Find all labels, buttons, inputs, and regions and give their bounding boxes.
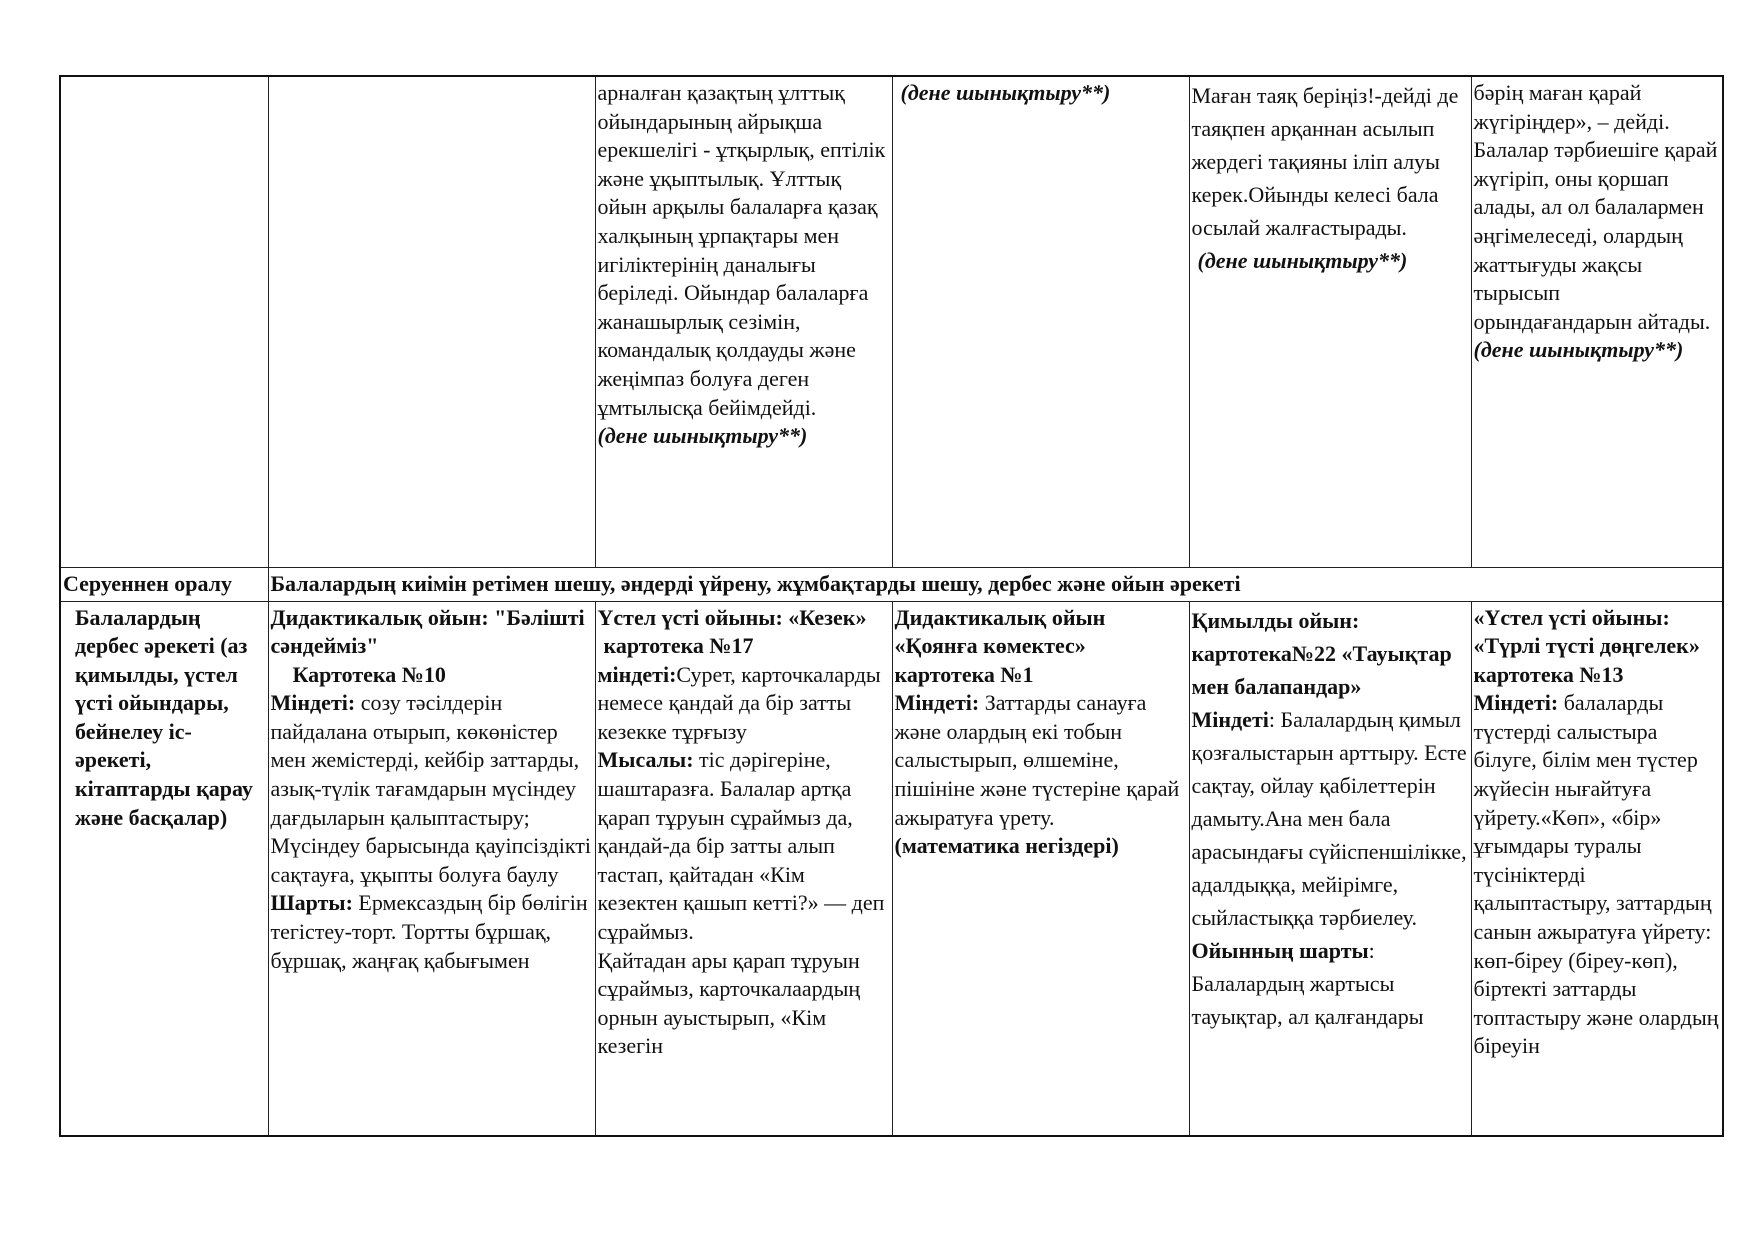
cell-row1-col4 [892, 76, 1189, 567]
task-block [895, 689, 1188, 832]
condition-text: : Балалардың жартысы тауықтар, ал қалғандары [1191, 937, 1424, 1029]
condition-label: Ойынның шарты [1191, 937, 1369, 963]
task-block [598, 661, 891, 747]
condition-block [271, 889, 594, 975]
example-text: тіс дәрігеріне, шаштаразға. Балалар артқа қарап тұруын сұраймыз да, қандай-да бір затты алып тастап, қайтадан «Кім кезектен қашып кетті?» — деп сұраймыз. [597, 747, 885, 945]
task-label: міндеті: [597, 661, 677, 687]
plan-table [59, 75, 1724, 1137]
task-block [1192, 703, 1470, 934]
card-number: картотека №13 [1473, 661, 1624, 687]
task-block [271, 689, 594, 889]
game-title: Дидактикалық ойын: "Бәлішті сәндейміз" [270, 604, 585, 659]
cell-row3-col3 [595, 601, 892, 1136]
game-title: Дидактикалық ойын «Қоянға көмектес» [894, 604, 1106, 659]
cell-row1-col5 [1189, 76, 1471, 567]
task-text: балаларды түстерді салыстыра білуге, білім мен түстер жүйесін нығайтуға үйрету.«Көп», «бір» ұғымдары туралы түсініктерді қалыптастыру, заттардың санын ажыратуға үйрету: көп-біреу (біреу-көп), біртекті заттарды топтастыру және олардың біреуін [1473, 690, 1719, 1059]
condition-block [1192, 934, 1470, 1033]
task-label: Міндеті [1191, 706, 1269, 732]
cell-text: арналған қазақтың ұлттық ойындарының айрықша ерекшелігі - ұтқырлық, ептілік және ұқыптылық. Ұлттық ойын арқылы балаларға қазақ халқының ұрпақтары мен игіліктерінің даналығы беріледі. Ойындар балаларға жанашырлық сезімін, командалық қолдауды және жеңімпаз болуға деген ұмтылысқа бейімдейді. [597, 80, 886, 420]
continuation-text: Қайтадан ары қарап тұруын сұраймыз, карточкалаардың орнын ауыстырып, «Кім кезегін [597, 947, 861, 1059]
task-text: созу тәсілдерін пайдалана отырып, көкөністер мен жемістерді, кейбір заттарды, азық-түлік тағамдарын мүсіндеу дағдыларын қалыптастыру; Мүсіндеу барысында қауіпсіздікті сақтауға, ұқыпты болуға баулу [270, 690, 591, 887]
task-text: Сурет, карточкаларды немесе қандай да бір затты кезекке тұрғызу [597, 661, 881, 744]
cell-row1-label [60, 76, 268, 567]
cell-row3-col6 [1471, 601, 1723, 1136]
cell-text: бәрің маған қарай жүгіріңдер», – дейді. Балалар тәрбиешіге қарай жүгіріп, оны қоршап алады, ал ол балалармен әңгімелеседі, олардың жаттығуды жақсы тырысып орындағандарын айтады. [1473, 80, 1718, 334]
table-row-continuation [60, 76, 1723, 567]
game-title: Үстел үсті ойыны: «Кезек» [597, 604, 867, 630]
table-row-return [60, 567, 1723, 601]
cell-row1-col3 [595, 76, 892, 567]
card-number: картотека №1 [894, 661, 1034, 687]
cell-row1-col2 [268, 76, 595, 567]
table-row-activity [60, 601, 1723, 1136]
task-label: Міндеті: [1473, 690, 1559, 716]
subject-tag: (дене шынықтыру**) [1197, 248, 1408, 273]
condition-label: Шарты: [270, 890, 353, 916]
task-text: : Балалардың қимыл қозғалыстарын арттыру. Есте сақтау, ойлау қабілеттерін дамыту.Ана мен бала арасындағы сүйіспеншілікке, адалдыққа, мейірімге, сыйластыққа тәрбиелеу. [1191, 706, 1467, 930]
row-label-return: Серуеннен оралу [60, 567, 268, 601]
row-label-text: Балалардың дербес әрекеті (аз қимылды, үстел үсті ойындары, бейнелеу іс-әрекеті, кітаптарды қарау және басқалар) [75, 604, 253, 830]
task-block [1474, 689, 1722, 1061]
cell-row1-col6 [1471, 76, 1723, 567]
card-number: Картотека №10 [292, 661, 446, 687]
task-label: Міндеті: [270, 690, 356, 716]
condition-text: Ермексаздың бір бөлігін тегістеу-торт. Тортты бұршақ, бұршақ, жаңғақ қабығымен [270, 890, 588, 973]
subject-tag: (дене шынықтыру**) [1473, 337, 1684, 363]
subject-tag: (дене шынықтыру**) [597, 423, 808, 449]
cell-text: Маған таяқ беріңіз!-дейді де таяқпен арқаннан асылып жердегі тақияны іліп алуы керек.Ойынды келесі бала осылай жалғастырады. [1191, 83, 1459, 240]
task-text: Заттарды санауға және олардың екі тобын салыстырып, өлшеміне, пішініне және түстеріне қарай ажыратуға үрету. [894, 690, 1180, 830]
cell-row3-col4 [892, 601, 1189, 1136]
example-block [598, 746, 891, 946]
subject-tag: (дене шынықтыру**) [900, 80, 1111, 105]
game-title: «Үстел үсті ойыны: «Түрлі түсті дөңгелек» [1473, 604, 1700, 659]
task-label: Міндеті: [894, 690, 980, 716]
cell-row3-col5 [1189, 601, 1471, 1136]
subject-tag: (математика негіздері) [894, 833, 1119, 859]
cell-row3-col2 [268, 601, 595, 1136]
example-label: Мысалы: [597, 747, 694, 773]
row-label-activity [60, 601, 268, 1136]
game-title: Қимылды ойын: картотека№22 «Тауықтар мен балапандар» [1191, 607, 1452, 699]
row-content-return: Балалардың киімін ретімен шешу, әндерді үйрену, жұмбақтарды шешу, дербес және ойын әрекеті [268, 567, 1723, 601]
card-number: картотека №17 [603, 633, 754, 659]
